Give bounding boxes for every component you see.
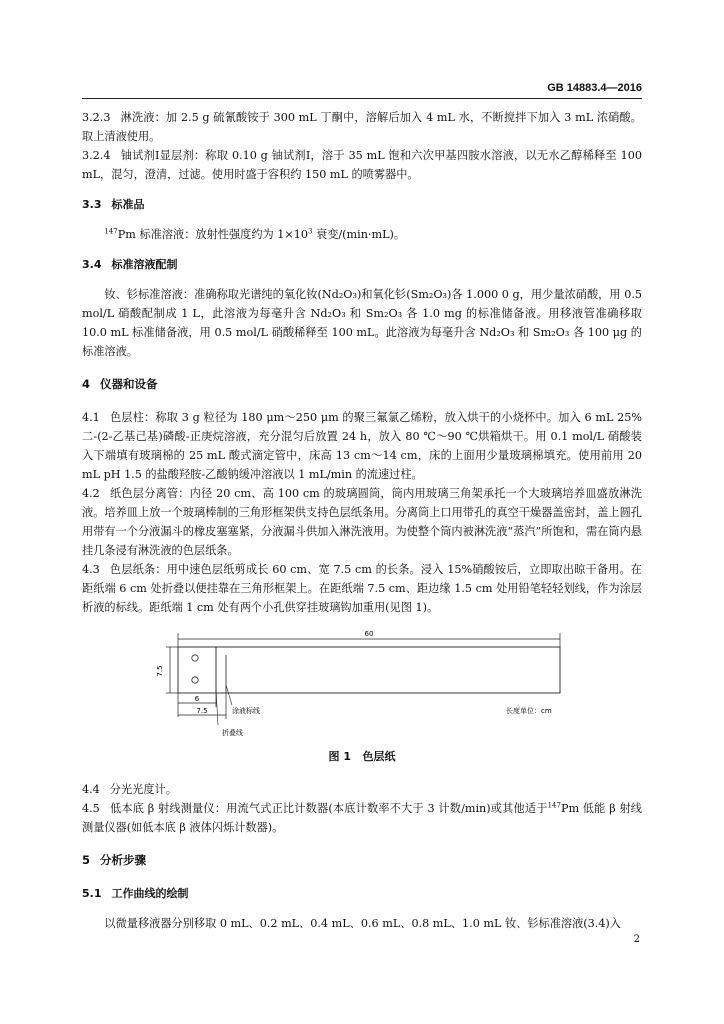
clause-number: 4.3 <box>82 563 100 576</box>
heading-number: 4 <box>82 377 91 391</box>
working-curve-text: 以微量移液器分别移取 0 mL、0.2 mL、0.4 mL、0.6 mL、0.8 mL、1.0 mL 钕、钐标准溶液(3.4)入 <box>104 917 621 930</box>
clause-number: 4.4 <box>82 783 100 796</box>
clause-text: 铀试剂Ⅰ显层剂：称取 0.10 g 铀试剂Ⅰ，溶于 35 mL 饱和六次甲基四胺水溶液，以无水乙醇稀释至 100 mL，混匀，澄清，过滤。使用时盛于容积约 150 mL 的喷雾器中。 <box>82 149 642 181</box>
header-rule <box>82 98 642 99</box>
clause-text: 色层柱：称取 3 g 粒径为 180 μm～250 μm 的聚三氟氯乙烯粉，放入烘干的小烧杯中。加入 6 mL 25%二-(2-乙基己基)磷酸-正庚烷溶液，充分混匀后放置 24 h，放入 80 ℃～90 ℃烘箱烘干。用 0.1 mol/L 硝酸装入下端填有玻璃棉的 25 mL 酸式滴定管中，床高 13 cm～14 cm，床的上面用少量玻璃棉填充。使用前用 20 mL pH 1.5 的盐酸羟胺-乙酸钠缓冲溶液以 1 mL/min 的流速过柱。 <box>82 411 642 481</box>
heading-title: 分析步骤 <box>100 853 147 867</box>
width-label: 7.5 <box>156 665 164 677</box>
heading-4 <box>82 375 642 394</box>
hole-top <box>192 655 198 661</box>
standard-material-text <box>82 225 642 244</box>
heading-5 <box>82 851 642 870</box>
clause-number: 4.2 <box>82 487 100 500</box>
heading-number: 5.1 <box>82 887 102 900</box>
heading-3-3 <box>82 195 642 214</box>
clause-4-4 <box>82 780 642 799</box>
caption-title: 色层纸 <box>362 750 396 763</box>
clause-4-1 <box>82 408 642 484</box>
isotope-mass: 147 <box>547 801 561 810</box>
heading-title: 工作曲线的绘制 <box>111 887 189 900</box>
clause-text: 分光光度计。 <box>109 783 177 796</box>
standard-solution-text: 钕、钐标准溶液：准确称取光谱纯的氧化钕(Nd₂O₃)和氧化钐(Sm₂O₃)各 1.000 0 g，用少量浓硝酸，用 0.5 mol/L 硝酸配制成 1 L，此溶液为每毫升含 Nd₂O₃ 和 Sm₂O₃ 各 1.0 mg 的标准储备液。用移液管准确移取 10.0 mL 标准储备液，用 0.5 mol/L 硝酸稀释至 100 mL。此溶液为每毫升含 Nd₂O₃ 和 Sm₂O₃ 各 100 μg 的标准溶液。 <box>82 288 642 358</box>
heading-3-4 <box>82 255 642 274</box>
hole-bottom <box>192 677 198 683</box>
heading-number: 3.3 <box>82 198 102 211</box>
caption-number: 图 1 <box>328 750 351 763</box>
clause-text-post: Pm 低能 β 射线测量仪器(如低本底 β 液体闪烁计数器)。 <box>82 802 642 834</box>
paper-strip <box>178 647 560 693</box>
standard-number: GB 14883.4—2016 <box>547 82 642 94</box>
clause-4-5 <box>82 799 642 837</box>
mark-leader <box>226 685 232 705</box>
clause-3-2-4 <box>82 146 642 184</box>
clause-text: 纸色层分离管：内径 20 cm、高 100 cm 的玻璃圆筒，筒内用玻璃三角架承托一个大玻璃培养皿盛放淋洗液。培养皿上放一个玻璃棒制的三角形框架供支持色层纸条用。分离筒上口用带孔的真空干燥器盖密封，盖上圆孔用带有一个分液漏斗的橡皮塞塞紧，分液漏斗供加入淋洗液用。为使整个筒内被淋洗液“蒸汽”所饱和，需在筒内悬挂几条浸有淋洗液的色层纸条。 <box>82 487 642 557</box>
heading-5-1 <box>82 884 642 903</box>
heading-title: 标准溶液配制 <box>111 258 178 271</box>
text-main: Pm 标准溶液：放射性强度约为 1×10 <box>117 228 308 241</box>
length-label: 60 <box>364 630 374 638</box>
heading-number: 3.4 <box>82 258 102 271</box>
clause-text: 色层纸条：用中速色层纸剪成长 60 cm、宽 7.5 cm 的长条。浸入 15%硝酸铵后，立即取出晾干备用。在距纸端 6 cm 处折叠以便挂靠在三角形框架上。在距纸端 7.5 cm、距边缘 1.5 cm 处用铅笔轻轻划线，作为涂层析液的标线。距纸端 1 cm 处有两个小孔供穿挂玻璃钩加重用(见图 1)。 <box>82 563 642 614</box>
heading-title: 仪器和设备 <box>100 377 158 391</box>
heading-title: 标准品 <box>111 198 145 211</box>
chromatography-paper-diagram <box>82 625 642 743</box>
clause-number: 4.5 <box>82 802 100 815</box>
fold-line-label: 折叠线 <box>222 729 243 737</box>
figure-1 <box>82 625 642 743</box>
mark-line-label: 涂液标线 <box>232 707 260 715</box>
figure-caption <box>82 747 642 766</box>
clause-text: 低本底 β 射线测量仪：用流气式正比计数器(本底计数率不大于 3 计数/min)或其他适于 <box>109 802 548 815</box>
text-post: 衰变/(min·mL)。 <box>312 228 406 241</box>
page-number: 2 <box>633 934 640 945</box>
unit-note: 长度单位：cm <box>506 707 552 715</box>
clause-number: 4.1 <box>82 411 100 424</box>
clause-text: 淋洗液：加 2.5 g 硫氰酸铵于 300 mL 丁酮中，溶解后加入 4 mL 水，不断搅拌下加入 3 mL 浓硝酸。取上清液使用。 <box>82 111 642 143</box>
clause-4-2 <box>82 484 642 560</box>
clause-number: 3.2.4 <box>82 149 111 162</box>
clause-number: 3.2.3 <box>82 111 111 124</box>
isotope-mass: 147 <box>104 227 118 236</box>
document-body <box>82 108 642 933</box>
mark-dimension-label: 7.5 <box>196 707 208 715</box>
fold-dimension-label: 6 <box>194 695 200 703</box>
clause-3-2-3 <box>82 108 642 146</box>
exponent: 3 <box>308 227 313 236</box>
clause-4-3 <box>82 560 642 617</box>
heading-number: 5 <box>82 853 91 867</box>
